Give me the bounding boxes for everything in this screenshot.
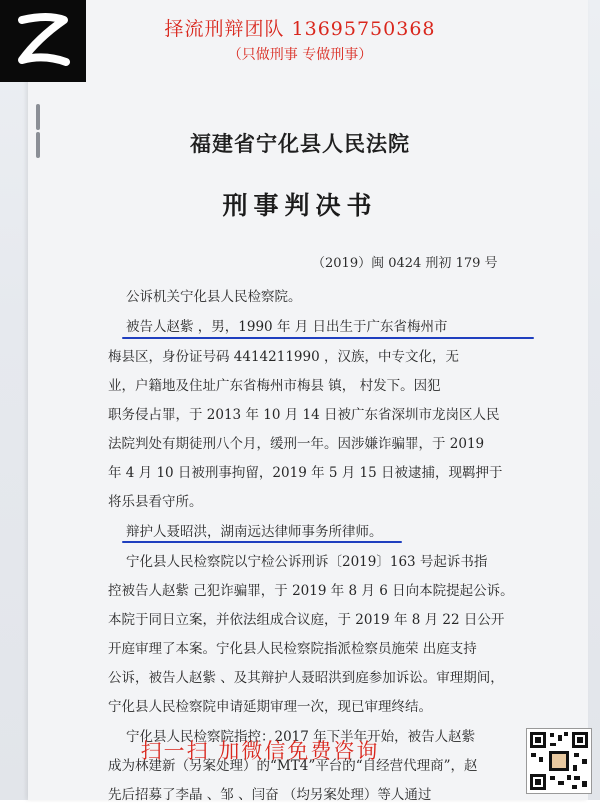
- document-title: 刑事判决书: [222, 191, 378, 220]
- body-line: 公诉机关宁化县人民检察院。: [126, 289, 302, 305]
- body-line: 成为林建新（另案处理）的“MT4”平台的“自经营代理商”，赵: [108, 758, 478, 774]
- brand-logo: [0, 0, 86, 82]
- staple: [36, 104, 40, 130]
- body-line: 宁化县人民检察院以宁检公诉刑诉〔2019〕163 号起诉书指: [126, 554, 488, 570]
- body-line: 法院判处有期徒刑八个月，缓刑一年。因涉嫌诈骗罪，于 2019: [108, 436, 485, 452]
- body-line: 宁化县人民检察院指控：2017 年下半年开始，被告人赵紫: [126, 729, 476, 745]
- body-line: 年 4 月 10 日被刑事拘留，2019 年 5 月 15 日被逮捕，现羁押于: [108, 465, 503, 481]
- footer-cta: 扫一扫 加微信免费咨询: [140, 739, 380, 763]
- body-line: 控被告人赵紫 己犯诈骗罪，于 2019 年 8 月 6 日向本院提起公诉。: [108, 583, 514, 599]
- body-line: 职务侵占罪，于 2013 年 10 月 14 日被广东省深圳市龙岗区人民: [108, 407, 500, 423]
- qr-code-icon: [527, 729, 591, 793]
- body-line: 本院于同日立案，并依法组成合议庭，于 2019 年 8 月 22 日公开: [108, 612, 505, 628]
- body-line: 辩护人聂昭洪，湖南远达律师事务所律师。: [126, 524, 383, 540]
- body-line: 被告人赵紫 ，男，1990 年 月 日出生于广东省梅州市: [126, 319, 448, 335]
- watermark-title: 择流刑辩团队 13695750368: [164, 18, 436, 40]
- body-line: 开庭审理了本案。宁化县人民检察院指派检察员施荣 出庭支持: [108, 641, 477, 657]
- body-line: 将乐县看守所。: [108, 494, 203, 510]
- case-number: （2019）闽 0424 刑初 179 号: [312, 256, 498, 271]
- body-line: 业，户籍地及住址广东省梅州市梅县 镇， 村发下。因犯: [108, 378, 441, 394]
- highlight-underline: [122, 541, 402, 543]
- body-line: 梅县区，身份证号码 4414211990 ，汉族，中专文化，无: [108, 349, 459, 365]
- body-line: 先后招募了李晶 、邹 、闫奋 （均另案处理）等人通过: [108, 787, 432, 803]
- wechat-qr-code: [526, 728, 592, 794]
- body-line: 公诉，被告人赵紫 、及其辩护人聂昭洪到庭参加诉讼。审理期间，: [108, 670, 504, 686]
- body-line: 宁化县人民检察院申请延期审理一次，现已审理终结。: [108, 699, 432, 715]
- court-name: 福建省宁化县人民法院: [190, 131, 410, 156]
- watermark-subtitle: （只做刑事 专做刑事）: [227, 47, 373, 63]
- highlight-underline: [122, 337, 534, 339]
